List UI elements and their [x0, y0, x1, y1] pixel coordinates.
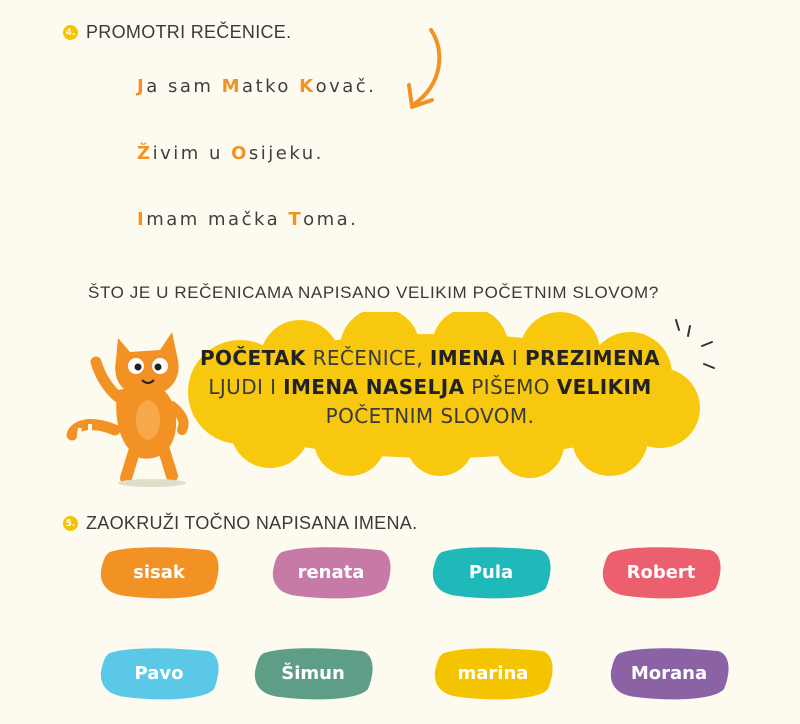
name-blob[interactable]: Pula [428, 544, 554, 600]
capital-letter: I [137, 209, 147, 230]
sentence-2: Živim u Osijeku. [137, 143, 324, 164]
rule-text: POČETAK REČENICE, IMENA I PREZIMENA LJUDI I IMENA NASELJA PIŠEMO VELIKIM POČETNIM SLOVOM. [199, 346, 661, 428]
capital-letter: O [231, 143, 249, 164]
name-blob[interactable]: Morana [606, 645, 732, 701]
cat-illustration [60, 320, 210, 490]
task-number-badge: 5. [63, 516, 78, 531]
sentence-1: Ja sam Matko Kovač. [137, 76, 377, 97]
question-text: ŠTO JE U REČENICAMA NAPISANO VELIKIM POČETNIM SLOVOM? [88, 283, 659, 302]
task-number-badge: 4. [63, 25, 78, 40]
capital-letter: K [299, 76, 316, 97]
name-blob[interactable]: Robert [598, 544, 724, 600]
name-blob[interactable]: sisak [96, 544, 222, 600]
task5-title: ZAOKRUŽI TOČNO NAPISANA IMENA. [86, 513, 418, 533]
sentence-3: Imam mačka Toma. [137, 209, 359, 230]
capital-letter: M [221, 76, 243, 97]
task4-title: PROMOTRI REČENICE. [86, 22, 292, 42]
curved-arrow-icon [395, 25, 455, 115]
capital-letter: J [137, 76, 147, 97]
name-blob[interactable]: Pavo [96, 645, 222, 701]
sparkle-icon [668, 316, 718, 386]
name-blob[interactable]: renata [268, 544, 394, 600]
name-blob[interactable]: marina [430, 645, 556, 701]
capital-letter: Ž [137, 143, 153, 164]
name-blob[interactable]: Šimun [250, 645, 376, 701]
capital-letter: T [288, 209, 304, 230]
